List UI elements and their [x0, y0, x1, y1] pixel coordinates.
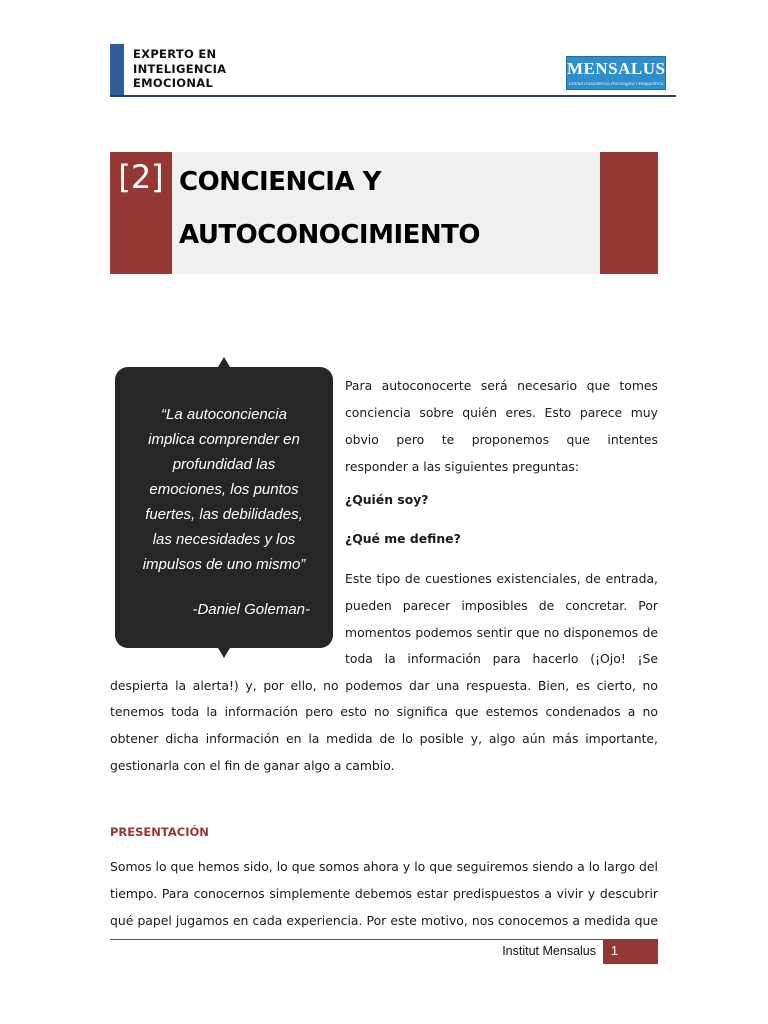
intro-line: Para autoconocerte será necesario que tomes	[345, 378, 658, 393]
presentacion-line: tiempo. Para conocernos simplemente debemos estar predispuestos a vivir y descubrir	[110, 886, 658, 901]
paragraph-line: Este tipo de cuestiones existenciales, de entrada,	[345, 571, 658, 586]
chapter-accent-block	[600, 152, 658, 274]
course-title-line: EXPERTO EN	[133, 47, 217, 61]
footer-organization: Institut Mensalus	[502, 944, 596, 958]
logo-name: MENSALUS	[567, 59, 666, 78]
course-title-line: INTELIGENCIA	[133, 61, 227, 76]
paragraph-line: gestionarla con el fin de ganar algo a cambio.	[110, 758, 395, 773]
presentacion-line: qué papel jugamos en cada experiencia. Por este motivo, nos conocemos a medida que	[110, 913, 658, 928]
paragraph-line: momentos podemos sentir que no disponemos de	[345, 625, 658, 640]
section-heading-presentacion: PRESENTACIÓN	[110, 825, 209, 839]
quote-line: profundidad las	[172, 456, 276, 473]
chapter-title-line: CONCIENCIA Y	[179, 167, 381, 197]
presentacion-line: Somos lo que hemos sido, lo que somos ahora y lo que seguiremos siendo a lo largo del	[110, 859, 658, 874]
page-number: 1	[611, 944, 618, 958]
paragraph-line: tenemos toda la información pero esto no significa que estemos condenados a no	[110, 704, 658, 719]
quote-box	[115, 367, 333, 648]
paragraph-line: toda la información para hacerlo (¡Ojo! ¡Se	[345, 651, 658, 666]
chapter-title	[179, 156, 480, 262]
quote-line: emociones, los puntos	[149, 481, 299, 498]
chapter-number-block	[110, 152, 172, 274]
quote-line: fuertes, las debilidades,	[145, 506, 303, 523]
quote-author: -Daniel Goleman-	[192, 601, 310, 618]
paragraph-line: obtener dicha información en la medida de lo posible y, algo aún más importante,	[110, 731, 658, 746]
chapter-number: [2]	[118, 158, 164, 196]
header-divider	[110, 95, 676, 97]
quote-line: impulsos de uno mismo”	[142, 556, 306, 573]
header-accent-bar	[110, 44, 124, 96]
quote-line: implica comprender en	[148, 431, 300, 448]
quote-text	[115, 402, 333, 577]
quote-line: las necesidades y los	[152, 531, 296, 548]
quote-line: “La autoconciencia	[161, 406, 287, 423]
paragraph-line: despierta la alerta!) y, por ello, no podemos dar una respuesta. Bien, es cierto, no	[110, 678, 658, 693]
footer-divider	[110, 939, 658, 940]
question-who-am-i: ¿Quién soy?	[345, 492, 429, 507]
chapter-title-line: AUTOCONOCIMIENTO	[179, 220, 480, 250]
intro-line: conciencia sobre quién eres. Esto parece muy	[345, 405, 658, 420]
page-number-badge	[603, 940, 658, 964]
paragraph-line: pueden parecer imposibles de concretar. Por	[345, 598, 658, 613]
question-what-defines-me: ¿Qué me define?	[345, 531, 461, 546]
mensalus-logo	[566, 56, 666, 90]
logo-subtitle: Institut d'assistència Psicològica i Psiquiàtrica	[568, 82, 664, 87]
intro-line: responder a las siguientes preguntas:	[345, 459, 580, 474]
quote-notch-bottom	[218, 648, 230, 658]
course-title-line: EMOCIONAL	[133, 76, 214, 90]
quote-notch-top	[218, 357, 230, 367]
intro-line: obvio pero te proponemos que intentes	[345, 432, 658, 447]
course-title	[133, 47, 226, 91]
chapter-title-block	[172, 152, 600, 274]
